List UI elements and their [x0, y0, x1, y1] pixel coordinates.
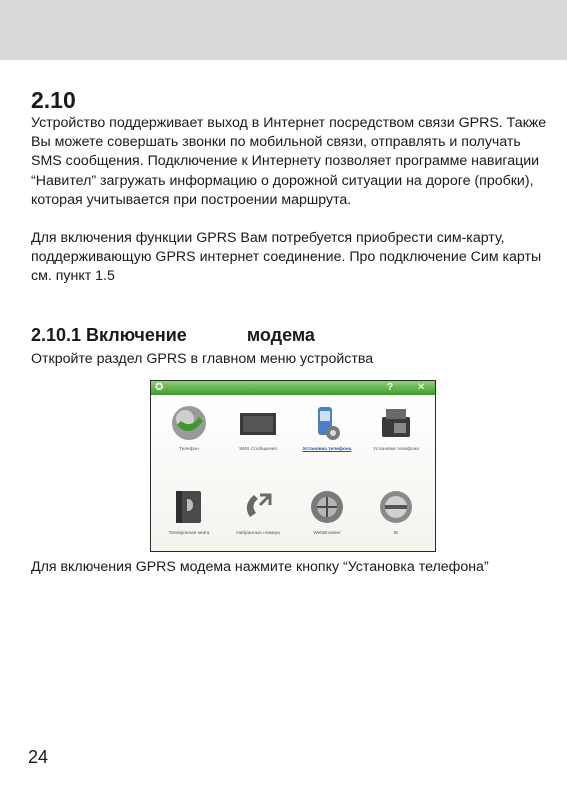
app-label: Установка телефона — [302, 447, 352, 452]
section-paragraph-gprs: Устройство поддерживает выход в Интернет посредством связи GPRS. Также Вы можете совершать звонки по мобильной связи, отправлять и получать SMS сообщения. Подключение к Интернету позволяет программе навигации “Навител” загружать информацию о дорожной ситуации на дороге (пробки), которая учитывается при построении маршрута. — [31, 115, 547, 208]
dialed-calls-icon — [238, 487, 278, 527]
app-label: Телефон — [179, 447, 199, 452]
header-band — [0, 0, 567, 60]
app-phone-settings[interactable] — [363, 403, 429, 453]
app-dialed[interactable] — [225, 487, 291, 537]
sms-envelope-icon — [238, 403, 278, 443]
device-title-bar — [151, 381, 435, 395]
phonebook-icon — [169, 487, 209, 527]
phone-globe-icon — [169, 403, 209, 443]
device-screenshot — [150, 380, 436, 552]
subsection-heading: 2.10.1 Включение модема — [31, 325, 315, 345]
app-label: Набранные номера — [236, 531, 280, 536]
app-web-browser[interactable] — [294, 487, 360, 537]
ie-browser-icon — [376, 487, 416, 527]
close-icon[interactable]: ✕ — [417, 382, 426, 393]
app-label: WebBrowser — [313, 531, 341, 536]
fax-phone-icon — [376, 403, 416, 443]
app-ie[interactable] — [363, 487, 429, 537]
app-phonebook[interactable] — [156, 487, 222, 537]
section-paragraph-sim: Для включения функции GPRS Вам потребуется приобрести сим-карту, поддерживающую GPRS интернет соединение. Про подключение Сим карты см. пункт 1.5 — [31, 230, 542, 285]
app-label: IE — [393, 531, 399, 536]
device-app-grid — [151, 395, 435, 551]
app-logo-icon: ✪ — [155, 382, 164, 393]
app-label: Установки телефона — [373, 447, 419, 452]
page-number: 24 — [28, 747, 49, 767]
web-browser-icon — [307, 487, 347, 527]
phone-settings-icon — [307, 403, 347, 443]
app-label: SMS Сообщения — [239, 447, 277, 452]
app-label: Телефонная книга — [168, 531, 210, 536]
section-number: 2.10 — [31, 87, 76, 113]
subsection-instruction: Для включения GPRS модема нажмите кнопку “Установка телефона” — [31, 559, 489, 575]
app-sms[interactable] — [225, 403, 291, 453]
app-phone-setup[interactable] — [294, 403, 360, 453]
app-phone[interactable] — [156, 403, 222, 453]
help-icon[interactable]: ? — [387, 382, 394, 393]
subsection-intro: Откройте раздел GPRS в главном меню устройства — [31, 351, 374, 367]
